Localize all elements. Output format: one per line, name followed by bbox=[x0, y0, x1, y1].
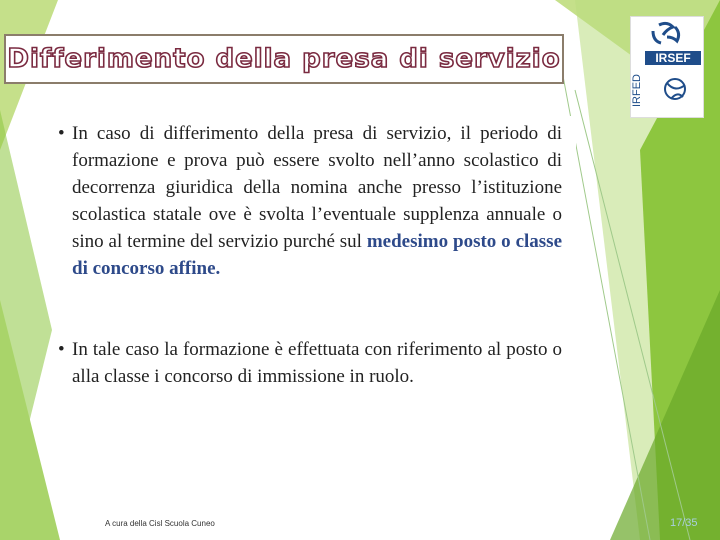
irsef-logo bbox=[630, 16, 704, 118]
bullet-text bbox=[58, 120, 562, 282]
logo-brand: IRSEF bbox=[655, 51, 691, 65]
title-frame bbox=[4, 34, 564, 84]
bullet-highlight: medesimo posto o classe di concorso affine. bbox=[72, 231, 563, 279]
page-number: 17/35 bbox=[670, 517, 698, 529]
bullet-item bbox=[58, 120, 562, 282]
bullet-marker: • bbox=[58, 339, 65, 360]
bullet-text-main: In caso di differimento della presa di servizio, il periodo di formazione e prova può essere svolto nell’anno scolastico di decorrenza giuridica della nomina anche presso l’istituzione scolastica statale ove è svolta l’eventuale supplenza annuale o sino al termine del servizio purché sul bbox=[72, 123, 562, 252]
bullet-marker: • bbox=[58, 123, 65, 144]
irsef-logo-icon bbox=[631, 17, 703, 117]
slide-content bbox=[52, 116, 576, 456]
slide-title: Differimento della presa di servizio bbox=[7, 44, 561, 74]
bullet-text: In tale caso la formazione è effettuata con riferimento al posto o alla classe i concorso di immissione in ruolo. bbox=[72, 339, 562, 387]
bullet-item bbox=[58, 336, 562, 390]
logo-side-text: IRFED bbox=[631, 74, 643, 107]
footer-credit: A cura della Cisl Scuola Cuneo bbox=[105, 519, 215, 528]
